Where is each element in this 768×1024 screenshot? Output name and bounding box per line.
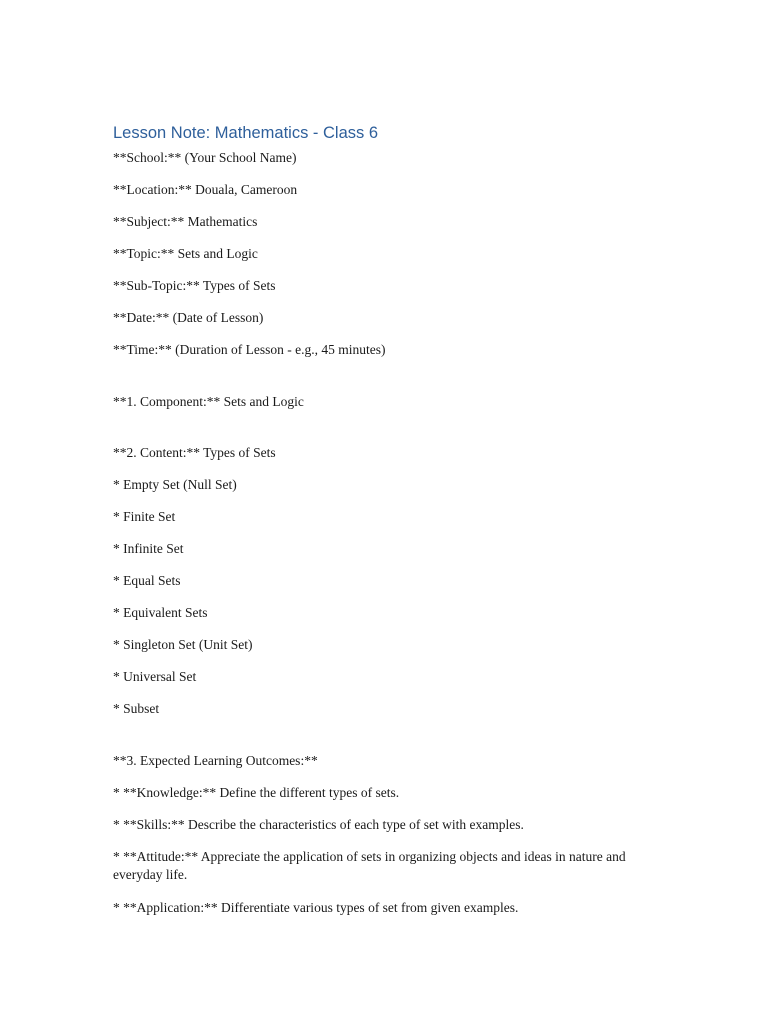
list-item: * Empty Set (Null Set) bbox=[113, 477, 237, 492]
list-item: * Infinite Set bbox=[113, 541, 184, 556]
topic-line: **Topic:** Sets and Logic bbox=[113, 246, 258, 261]
list-item: * Finite Set bbox=[113, 509, 176, 524]
outcome-attitude: * **Attitude:** Appreciate the application of sets in organizing objects and ideas in nature and everyday life. bbox=[113, 849, 626, 882]
time-line: **Time:** (Duration of Lesson - e.g., 45 minutes) bbox=[113, 342, 386, 357]
school-line: **School:** (Your School Name) bbox=[113, 150, 297, 165]
outcome-skills: * **Skills:** Describe the characteristics of each type of set with examples. bbox=[113, 817, 524, 832]
subject-line: **Subject:** Mathematics bbox=[113, 214, 258, 229]
outcome-knowledge: * **Knowledge:** Define the different types of sets. bbox=[113, 785, 400, 800]
list-item: * Universal Set bbox=[113, 669, 197, 684]
sub-topic-line: **Sub-Topic:** Types of Sets bbox=[113, 278, 276, 293]
list-item: * Equivalent Sets bbox=[113, 605, 208, 620]
location-line: **Location:** Douala, Cameroon bbox=[113, 182, 298, 197]
list-item: * Equal Sets bbox=[113, 573, 181, 588]
list-item: * Singleton Set (Unit Set) bbox=[113, 637, 253, 652]
document-title: Lesson Note: Mathematics - Class 6 bbox=[113, 124, 379, 142]
content-heading: **2. Content:** Types of Sets bbox=[113, 445, 276, 460]
list-item: * Subset bbox=[113, 701, 160, 716]
outcome-application: * **Application:** Differentiate various types of set from given examples. bbox=[113, 900, 519, 915]
outcomes-heading: **3. Expected Learning Outcomes:** bbox=[113, 753, 318, 768]
date-line: **Date:** (Date of Lesson) bbox=[113, 310, 264, 325]
component-heading: **1. Component:** Sets and Logic bbox=[113, 394, 304, 409]
